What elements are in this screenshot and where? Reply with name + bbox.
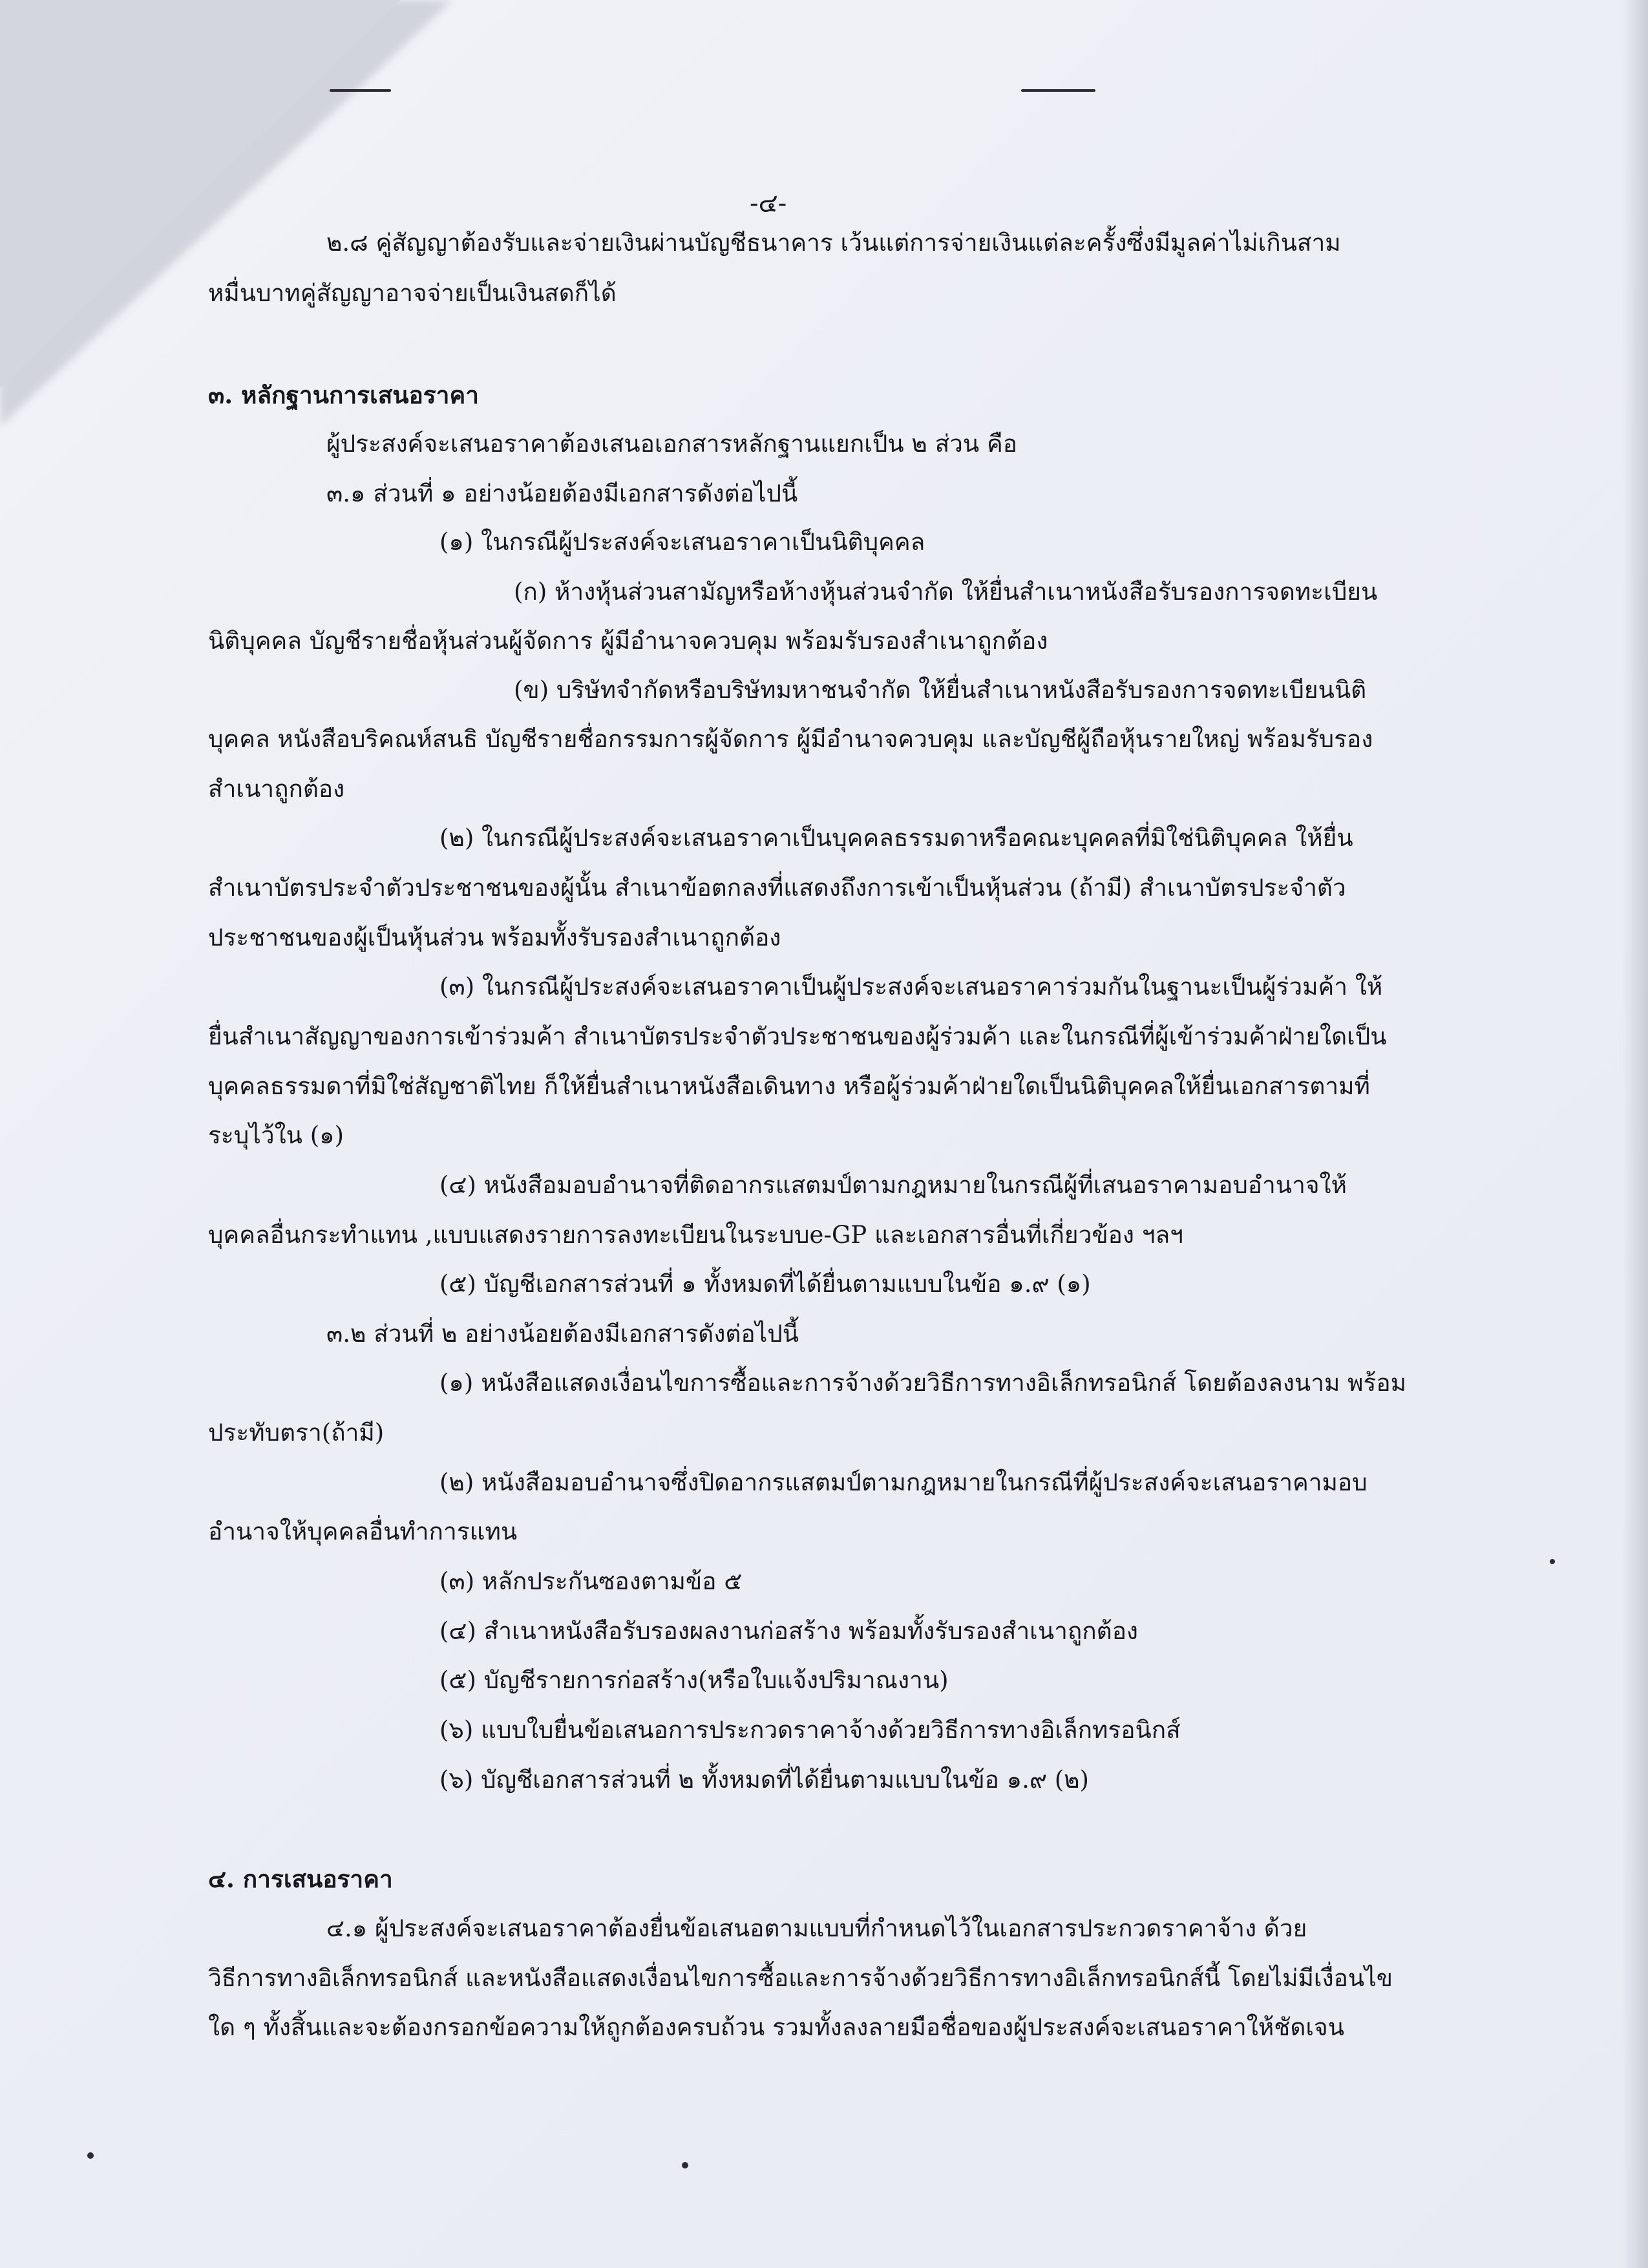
text-line: (๑) หนังสือแสดงเงื่อนไขการซื้อและการจ้างด้วยวิธีการทางอิเล็กทรอนิกส์ โดยต้องลงนาม พร้อม bbox=[439, 1369, 1407, 1397]
text-line: ยื่นสำเนาสัญญาของการเข้าร่วมค้า สำเนาบัตรประจำตัวประชาชนของผู้ร่วมค้า และในกรณีที่ผู้เข้าร่วมค้าฝ่ายใดเป็น bbox=[208, 1023, 1387, 1050]
text-line: ผู้ประสงค์จะเสนอราคาต้องเสนอเอกสารหลักฐานแยกเป็น ๒ ส่วน คือ bbox=[326, 430, 1017, 458]
text-line: ๔.๑ ผู้ประสงค์จะเสนอราคาต้องยื่นข้อเสนอตามแบบที่กำหนดไว้ในเอกสารประกวดราคาจ้าง ด้วย bbox=[326, 1914, 1307, 1942]
binding-mark-right bbox=[1021, 89, 1095, 92]
text-line: ระบุไว้ใน (๑) bbox=[208, 1121, 344, 1149]
text-line: ๒.๘ คู่สัญญาต้องรับและจ่ายเงินผ่านบัญชีธนาคาร เว้นแต่การจ่ายเงินแต่ละครั้งซึ่งมีมูลค่าไม่เกินสาม bbox=[326, 229, 1341, 257]
text-line: วิธีการทางอิเล็กทรอนิกส์ และหนังสือแสดงเงื่อนไขการซื้อและการจ้างด้วยวิธีการทางอิเล็กทรอนิกส์นี้ โดยไม่มีเงื่อนไข bbox=[208, 1964, 1393, 1992]
text-line: (๕) บัญชีเอกสารส่วนที่ ๑ ทั้งหมดที่ได้ยื่นตามแบบในข้อ ๑.๙ (๑) bbox=[439, 1270, 1091, 1298]
text-line: (๓) หลักประกันซองตามข้อ ๕ bbox=[439, 1567, 743, 1595]
section-heading: ๔. การเสนอราคา bbox=[208, 1865, 393, 1893]
text-line: ใด ๆ ทั้งสิ้นและจะต้องกรอกข้อความให้ถูกต้องครบถ้วน รวมทั้งลงลายมือชื่อของผู้ประสงค์จะเสนอราคาให้ชัดเจน bbox=[208, 2013, 1345, 2041]
page-number: -๔- bbox=[750, 189, 787, 218]
text-line: สำเนาบัตรประจำตัวประชาชนของผู้นั้น สำเนาข้อตกลงที่แสดงถึงการเข้าเป็นหุ้นส่วน (ถ้ามี) สำเนาบัตรประจำตัว bbox=[208, 874, 1346, 902]
section-heading: ๓. หลักฐานการเสนอราคา bbox=[208, 381, 479, 409]
text-line: (ข) บริษัทจำกัดหรือบริษัทมหาชนจำกัด ให้ยื่นสำเนาหนังสือรับรองการจดทะเบียนนิติ bbox=[514, 676, 1367, 704]
page-edge-shadow bbox=[1622, 0, 1648, 2268]
hole-punch-mark-center bbox=[682, 2162, 688, 2168]
text-line: ประทับตรา(ถ้ามี) bbox=[208, 1419, 385, 1447]
text-line: (๖) แบบใบยื่นข้อเสนอการประกวดราคาจ้างด้วยวิธีการทางอิเล็กทรอนิกส์ bbox=[439, 1716, 1181, 1744]
text-line: ๓.๒ ส่วนที่ ๒ อย่างน้อยต้องมีเอกสารดังต่อไปนี้ bbox=[326, 1320, 799, 1348]
text-line: ประชาชนของผู้เป็นหุ้นส่วน พร้อมทั้งรับรองสำเนาถูกต้อง bbox=[208, 924, 781, 951]
text-line: ๓.๑ ส่วนที่ ๑ อย่างน้อยต้องมีเอกสารดังต่อไปนี้ bbox=[326, 480, 798, 507]
text-line: (๒) หนังสือมอบอำนาจซึ่งปิดอากรแสตมป์ตามกฎหมายในกรณีที่ผู้ประสงค์จะเสนอราคามอบ bbox=[439, 1468, 1368, 1496]
text-line: นิติบุคคล บัญชีรายชื่อหุ้นส่วนผู้จัดการ ผู้มีอำนาจควบคุม พร้อมรับรองสำเนาถูกต้อง bbox=[208, 627, 1048, 655]
text-line: บุคคล หนังสือบริคณห์สนธิ บัญชีรายชื่อกรรมการผู้จัดการ ผู้มีอำนาจควบคุม และบัญชีผู้ถือหุ้นรายใหญ่ พร้อมรับรอง bbox=[208, 725, 1373, 753]
text-line: (๕) บัญชีรายการก่อสร้าง(หรือใบแจ้งปริมาณงาน) bbox=[439, 1666, 949, 1694]
text-line: หมื่นบาทคู่สัญญาอาจจ่ายเป็นเงินสดก็ได้ bbox=[208, 279, 617, 307]
text-line: (๔) สำเนาหนังสือรับรองผลงานก่อสร้าง พร้อมทั้งรับรองสำเนาถูกต้อง bbox=[439, 1617, 1139, 1645]
text-line: สำเนาถูกต้อง bbox=[208, 775, 345, 803]
text-line: บุคคลธรรมดาที่มิใช่สัญชาติไทย ก็ให้ยื่นสำเนาหนังสือเดินทาง หรือผู้ร่วมค้าฝ่ายใดเป็นนิติบุคคลให้ยื่นเอกสารตามที่ bbox=[208, 1072, 1370, 1100]
text-line: (๖) บัญชีเอกสารส่วนที่ ๒ ทั้งหมดที่ได้ยื่นตามแบบในข้อ ๑.๙ (๒) bbox=[439, 1766, 1089, 1794]
binding-mark-left bbox=[330, 89, 391, 92]
text-line: (ก) ห้างหุ้นส่วนสามัญหรือห้างหุ้นส่วนจำกัด ให้ยื่นสำเนาหนังสือรับรองการจดทะเบียน bbox=[514, 578, 1378, 606]
page-fold-corner bbox=[0, 0, 401, 388]
text-line: (๓) ในกรณีผู้ประสงค์จะเสนอราคาเป็นผู้ประสงค์จะเสนอราคาร่วมกันในฐานะเป็นผู้ร่วมค้า ให้ bbox=[439, 973, 1383, 1001]
hole-punch-mark-right bbox=[1550, 1559, 1555, 1564]
text-line: อำนาจให้บุคคลอื่นทำการแทน bbox=[208, 1518, 518, 1545]
text-line: (๑) ในกรณีผู้ประสงค์จะเสนอราคาเป็นนิติบุคคล bbox=[439, 528, 925, 556]
text-line: บุคคลอื่นกระทำแทน ,แบบแสดงรายการลงทะเบียนในระบบe-GP และเอกสารอื่นที่เกี่ยวข้อง ฯลฯ bbox=[208, 1221, 1183, 1249]
text-line: (๒) ในกรณีผู้ประสงค์จะเสนอราคาเป็นบุคคลธรรมดาหรือคณะบุคคลที่มิใช่นิติบุคคล ให้ยื่น bbox=[439, 824, 1353, 852]
hole-punch-mark-left bbox=[87, 2152, 94, 2159]
text-line: (๔) หนังสือมอบอำนาจที่ติดอากรแสตมป์ตามกฎหมายในกรณีผู้ที่เสนอราคามอบอำนาจให้ bbox=[439, 1171, 1347, 1199]
